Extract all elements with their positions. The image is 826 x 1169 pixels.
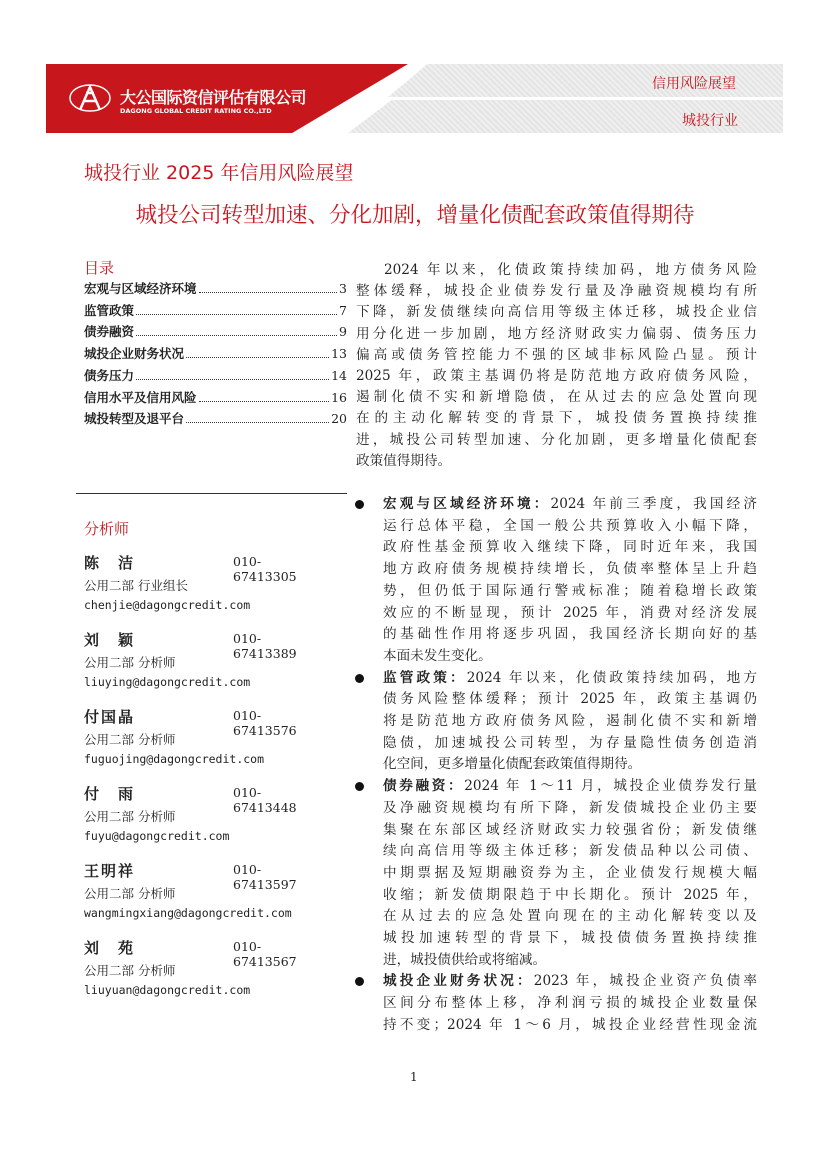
report-type-label: 信用风险展望 <box>652 76 736 92</box>
analyst-department: 公用二部 分析师 <box>84 732 176 747</box>
dagong-logo-icon <box>68 83 112 113</box>
summary-bullet-text: 将是防范地方政府债务风险，遏制化债不实和新增 <box>383 713 757 729</box>
summary-bullet-heading: 债券融资： <box>383 778 465 795</box>
toc-item[interactable] <box>84 411 347 427</box>
toc-item-page: 9 <box>339 324 347 340</box>
intro-paragraph-line: 2025 年，政策主基调仍将是防范地方政府债务风险， <box>356 368 757 384</box>
analyst-phone: 010-67413597 <box>233 862 297 892</box>
intro-paragraph-line: 遏制化债不实和新增隐债，在从过去的应急处置向现 <box>356 389 757 406</box>
company-name-en: DAGONG GLOBAL CREDIT RATING CO.,LTD <box>120 107 272 115</box>
summary-bullet-text: 区间分布整体上移，净利润亏损的城投企业数量保 <box>383 995 757 1012</box>
intro-paragraph-line: 政策值得期待。 <box>356 452 452 469</box>
analyst-name: 王明祥 <box>84 862 136 880</box>
toc-leader-dots <box>136 303 337 315</box>
toc-item[interactable] <box>84 390 347 406</box>
toc-item-label: 宏观与区域经济环境 <box>84 281 197 296</box>
summary-bullet-heading: 城投企业财务状况： <box>383 973 534 990</box>
analyst-phone: 010-67413576 <box>233 708 297 738</box>
summary-bullet-text: 势，但仍低于国际通行警戒标准；随着稳增长政策 <box>383 582 757 599</box>
summary-bullet-text: 2024 年 1～11 月，城投企业债券发行量 <box>464 778 757 795</box>
summary-bullet-line <box>383 668 757 688</box>
summary-bullet-line <box>383 646 757 666</box>
toc-item[interactable] <box>84 346 347 362</box>
toc-leader-dots <box>199 390 330 402</box>
summary-bullet-line <box>383 559 757 579</box>
industry-label: 城投行业 <box>682 113 738 129</box>
summary-bullet-line <box>383 754 757 774</box>
summary-bullet-text: 集聚在东部区域经济财政实力较强省份；新发债继 <box>383 821 757 838</box>
toc-item-label: 监管政策 <box>84 302 135 318</box>
summary-bullet-line <box>383 971 757 991</box>
summary-bullet-text: 运行总体平稳，全国一般公共预算收入小幅下降， <box>383 517 757 534</box>
intro-paragraph-line: 进，城投公司转型加速、分化加剧，更多增量化债配套 <box>356 431 757 448</box>
summary-bullet-text: 在从过去的应急处置向现在的主动化解转变以及 <box>383 908 757 925</box>
divider <box>76 493 347 494</box>
analyst-phone: 010-67413389 <box>233 631 297 661</box>
summary-bullet-text: 债务风险整体缓释；预计 2025 年，政策主基调仍 <box>383 691 757 708</box>
summary-bullet-text: 的基础性作用将逐步巩固，我国经济长期向好的基 <box>383 626 757 643</box>
toc-item-label: 债券融资 <box>84 324 135 340</box>
summary-bullet-heading: 监管政策： <box>383 669 467 686</box>
bullet-icon <box>355 674 364 683</box>
summary-bullet-text: 2023 年，城投企业资产负债率 <box>533 973 757 990</box>
toc-leader-dots <box>186 411 329 423</box>
intro-paragraph-line: 偏高或债务管控能力不强的区域非标风险凸显。预计 <box>356 346 757 363</box>
report-subtitle: 城投行业 2025 年信用风险展望 <box>84 162 354 184</box>
company-name-cn: 大公国际资信评估有限公司 <box>120 88 307 107</box>
summary-bullet-text: 2024 年前三季度，我国经济 <box>550 496 757 512</box>
toc-item-label: 信用水平及信用风险 <box>84 389 197 405</box>
summary-bullet-line <box>383 885 757 905</box>
report-title: 城投公司转型加速、分化加剧，增量化债配套政策值得期待 <box>135 203 695 228</box>
toc-item-page: 14 <box>331 367 347 383</box>
summary-bullet-line <box>383 711 757 731</box>
toc-item[interactable] <box>84 368 347 384</box>
toc-leader-dots <box>136 324 337 336</box>
intro-paragraph-line: 用分化进一步加剧，地方经济财政实力偏弱、债务压力 <box>356 325 757 342</box>
summary-bullet-text: 化空间，更多增量化债配套政策值得期待。 <box>383 756 642 773</box>
summary-bullet-line <box>383 928 757 948</box>
bullet-icon <box>355 977 364 986</box>
analyst-name: 陈 洁 <box>84 554 136 572</box>
analyst-department: 公用二部 分析师 <box>84 963 176 978</box>
toc-item-label: 城投企业财务状况 <box>84 346 185 362</box>
summary-bullet-text: 本面未发生变化。 <box>383 647 492 664</box>
summary-bullet-line <box>383 689 757 709</box>
toc-item-page: 7 <box>339 302 347 318</box>
toc-leader-dots <box>199 281 338 293</box>
summary-bullet-line <box>383 776 757 796</box>
analyst-email[interactable]: liuyuan@dagongcredit.com <box>84 983 251 997</box>
toc-item[interactable] <box>84 303 347 319</box>
summary-bullet-line <box>383 820 757 840</box>
analyst-name: 刘 苑 <box>84 939 136 957</box>
page-number: 1 <box>410 1070 418 1084</box>
summary-bullet-line <box>383 993 757 1013</box>
summary-bullet-line <box>383 906 757 926</box>
analyst-email[interactable]: fuguojing@dagongcredit.com <box>84 752 265 766</box>
toc-leader-dots <box>136 368 329 380</box>
analyst-email[interactable]: liuying@dagongcredit.com <box>84 675 251 689</box>
toc-item-page: 3 <box>339 281 347 296</box>
intro-paragraph-line: 整体缓释，城投企业债券发行量及净融资规模均有所 <box>356 283 757 300</box>
summary-bullet-text: 续向高信用等级主体迁移；新发债品种以公司债、 <box>383 843 757 860</box>
analyst-name: 刘 颖 <box>84 631 136 649</box>
analyst-phone: 010-67413448 <box>233 785 297 815</box>
summary-bullet-line <box>383 494 757 514</box>
intro-paragraph-line: 2024 年以来，化债政策持续加码，地方债务风险 <box>384 262 757 278</box>
summary-bullet-line <box>383 516 757 536</box>
analysts-title: 分析师 <box>84 520 130 538</box>
summary-bullet-heading: 宏观与区域经济环境： <box>383 496 551 512</box>
toc-item-page: 20 <box>331 411 347 427</box>
summary-bullet-text: 及净融资规模均有所下降，新发债城投企业仍主要 <box>383 799 757 816</box>
toc-item-label: 城投转型及退平台 <box>84 411 185 427</box>
summary-bullet-text: 城投加速转型的背景下，城投债债务置换持续推 <box>383 930 757 946</box>
analyst-department: 公用二部 分析师 <box>84 655 176 670</box>
summary-bullet-text: 地方政府债务规模持续增长，负债率整体呈上升趋 <box>383 561 757 578</box>
summary-bullet-line <box>383 798 757 818</box>
summary-bullet-line <box>383 537 757 557</box>
summary-bullet-line <box>383 603 757 623</box>
analyst-email[interactable]: chenjie@dagongcredit.com <box>84 598 251 612</box>
toc-item-label: 债务压力 <box>84 367 135 383</box>
toc-item[interactable] <box>84 324 347 340</box>
summary-bullet-text: 进，城投债供给或将缩减。 <box>383 951 547 968</box>
summary-bullet-line <box>383 624 757 644</box>
toc-leader-dots <box>186 346 329 358</box>
toc-title: 目录 <box>84 259 115 277</box>
bullet-icon <box>355 782 364 791</box>
toc-item[interactable] <box>84 281 347 297</box>
analyst-name: 付 雨 <box>84 785 136 803</box>
intro-paragraph-line: 下降，新发债继续向高信用等级主体迁移，城投企业信 <box>356 304 757 321</box>
summary-bullet-line <box>383 863 757 883</box>
summary-bullet-line <box>383 841 757 861</box>
summary-bullet-text: 持不变；2024 年 1～6 月，城投企业经营性现金流 <box>383 1016 757 1033</box>
analyst-phone: 010-67413305 <box>233 554 297 584</box>
toc-item-page: 13 <box>331 346 347 362</box>
analyst-department: 公用二部 分析师 <box>84 809 176 824</box>
intro-paragraph-line: 在的主动化解转变的背景下，城投债务置换持续推 <box>356 410 757 427</box>
summary-bullet-line <box>383 581 757 601</box>
bullet-icon <box>355 500 364 509</box>
summary-bullet-text: 效应的不断显现，预计 2025 年，消费对经济发展 <box>383 604 757 621</box>
analyst-department: 公用二部 行业组长 <box>84 578 188 593</box>
summary-bullet-text: 中期票据及短期融资券为主，企业债发行规模大幅 <box>383 864 757 881</box>
analyst-department: 公用二部 分析师 <box>84 886 176 901</box>
summary-bullet-line <box>383 733 757 753</box>
analyst-email[interactable]: fuyu@dagongcredit.com <box>84 829 230 843</box>
analyst-email[interactable]: wangmingxiang@dagongcredit.com <box>84 906 292 920</box>
summary-bullet-text: 2024 年以来，化债政策持续加码，地方 <box>466 669 757 686</box>
toc-item-page: 16 <box>331 389 347 405</box>
summary-bullet-text: 政府性基金预算收入继续下降，同时近年来，我国 <box>383 539 757 556</box>
analyst-name: 付国晶 <box>84 708 136 726</box>
summary-bullet-text: 收缩；新发债期限趋于中长期化。预计 2025 年， <box>383 886 757 903</box>
analyst-phone: 010-67413567 <box>233 939 297 969</box>
summary-bullet-line <box>383 950 757 970</box>
summary-bullet-text: 隐债，加速城投公司转型，为存量隐性债务创造消 <box>383 734 757 751</box>
summary-bullet-line <box>383 1015 757 1035</box>
